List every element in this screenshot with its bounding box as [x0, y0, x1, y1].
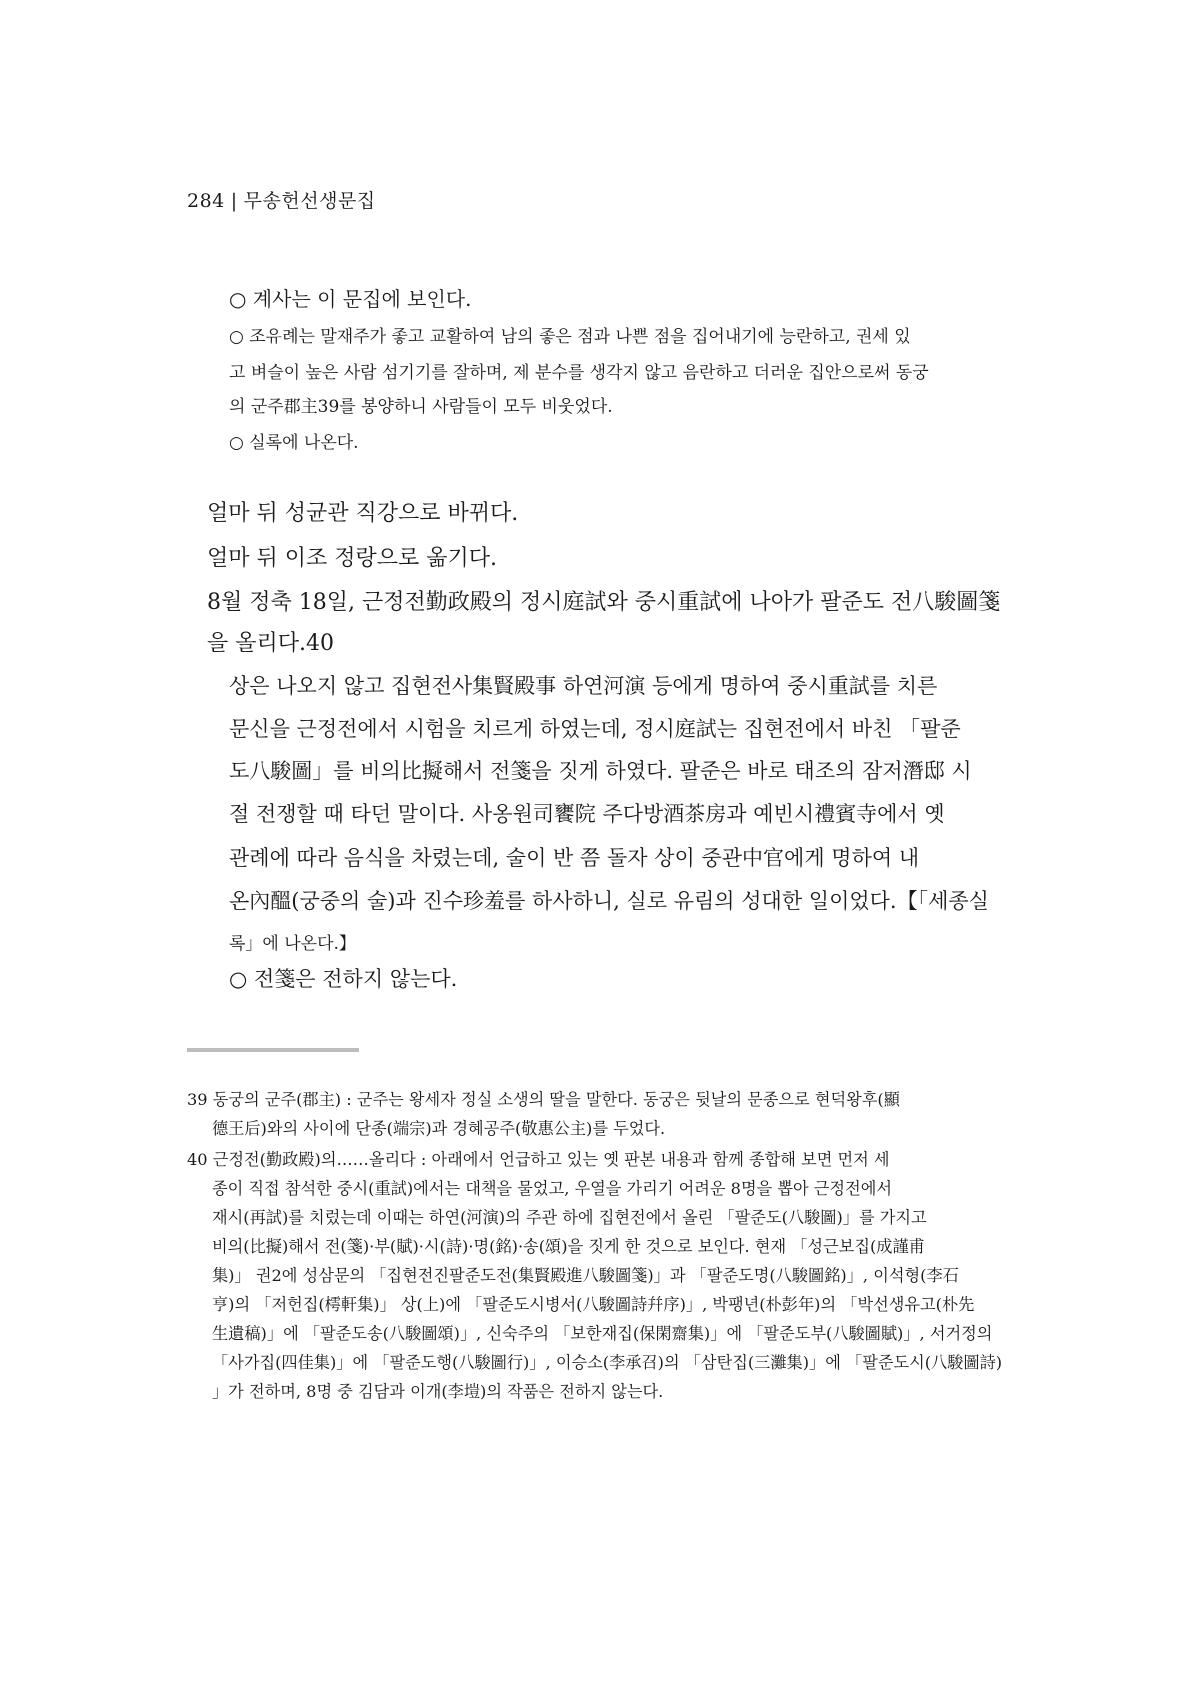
footnote-line: 40 근정전(勤政殿)의……올리다 : 아래에서 언급하고 있는 옛 판본 내용과 함께 종합해 보면 먼저 세 [187, 1150, 890, 1169]
note-line: ○ 실록에 나온다. [229, 433, 359, 453]
note-line: ○ 계사는 이 문집에 보인다. [229, 287, 472, 311]
footnote-line: 재시(再試)를 치렀는데 이때는 하연(河演)의 주관 하에 집현전에서 올린 「팔준도(八駿圖)」를 가지고 [212, 1208, 927, 1227]
footnote-line: 「사가집(四佳集)」에 「팔준도행(八駿圖行)」, 이승소(李承召)의 「삼탄집(三灘集)」에 「팔준도시(八駿圖詩) [212, 1353, 1003, 1372]
body-line: 절 전쟁할 때 타던 말이다. 사옹원司饔院 주다방酒茶房과 예빈시禮賓寺에서 옛 [229, 802, 945, 826]
main-entry-line: 얼마 뒤 이조 정랑으로 옮기다. [207, 546, 497, 571]
page-number: 284 [187, 190, 225, 212]
footnote-line: 39 동궁의 군주(郡主) : 군주는 왕세자 정실 소생의 딸을 말한다. 동궁은 뒷날의 문종으로 현덕왕후(顯 [187, 1090, 900, 1109]
body-line: ○ 전箋은 전하지 않는다. [229, 967, 458, 991]
book-title: 무송헌선생문집 [243, 190, 376, 212]
body-line: 관례에 따라 음식을 차렸는데, 술이 반 쯤 돌자 상이 중관中官에게 명하여 내 [229, 846, 920, 870]
main-entry-line: 얼마 뒤 성균관 직강으로 바뀌다. [207, 501, 519, 526]
footnote-line: 亨)의 「저헌집(樗軒集)」 상(上)에 「팔준도시병서(八駿圖詩幷序)」, 박팽년(朴彭年)의 「박선생유고(朴先 [212, 1295, 975, 1314]
header-separator: | [230, 190, 238, 212]
body-line: 록」에 나온다.】 [229, 934, 356, 954]
main-entry-line: 8월 정축 18일, 근정전勤政殿의 정시庭試와 중시重試에 나아가 팔준도 전八駿圖箋 [207, 590, 1001, 615]
footnote-line: 종이 직접 참석한 중시(重試)에서는 대책을 물었고, 우열을 가리기 어려운 8명을 뽑아 근정전에서 [212, 1179, 892, 1198]
footnote-line: 生遺稿)」에 「팔준도송(八駿圖頌)」, 신숙주의 「보한재집(保閑齋集)」에 「팔준도부(八駿圖賦)」, 서거정의 [212, 1324, 993, 1343]
note-line: 의 군주郡主39를 봉양하니 사람들이 모두 비웃었다. [229, 397, 613, 417]
footnote-line: 」가 전하며, 8명 중 김담과 이개(李塏)의 작품은 전하지 않는다. [212, 1382, 664, 1401]
body-line: 상은 나오지 않고 집현전사集賢殿事 하연河演 등에게 명하여 중시重試를 치른 [229, 674, 938, 698]
footnote-line: 德王后)와의 사이에 단종(端宗)과 경혜공주(敬惠公主)를 두었다. [212, 1119, 666, 1138]
footnote-line: 비의(比擬)해서 전(箋)·부(賦)·시(詩)·명(銘)·송(頌)을 짓게 한 것으로 보인다. 현재 「성근보집(成謹甫 [212, 1237, 925, 1256]
footnote-line: 集)」 권2에 성삼문의 「집현전진팔준도전(集賢殿進八駿圖箋)」과 「팔준도명(八駿圖銘)」, 이석형(李石 [212, 1266, 959, 1285]
running-header [187, 186, 376, 213]
body-line: 온內醞(궁중의 술)과 진수珍羞를 하사하니, 실로 유림의 성대한 일이었다.【「세종실 [229, 889, 989, 913]
body-line: 문신을 근정전에서 시험을 치르게 하였는데, 정시庭試는 집현전에서 바친 「팔준 [229, 717, 961, 741]
main-entry-line: 을 올리다.40 [207, 631, 334, 656]
note-line: 고 벼슬이 높은 사람 섬기기를 잘하며, 제 분수를 생각지 않고 음란하고 더러운 집안으로써 동궁 [229, 363, 929, 383]
footnote-divider [187, 1048, 359, 1052]
body-line: 도八駿圖」를 비의比擬해서 전箋을 짓게 하였다. 팔준은 바로 태조의 잠저潛邸 시 [229, 759, 972, 783]
note-line: ○ 조유례는 말재주가 좋고 교활하여 남의 좋은 점과 나쁜 점을 집어내기에 능란하고, 권세 있 [229, 327, 911, 347]
